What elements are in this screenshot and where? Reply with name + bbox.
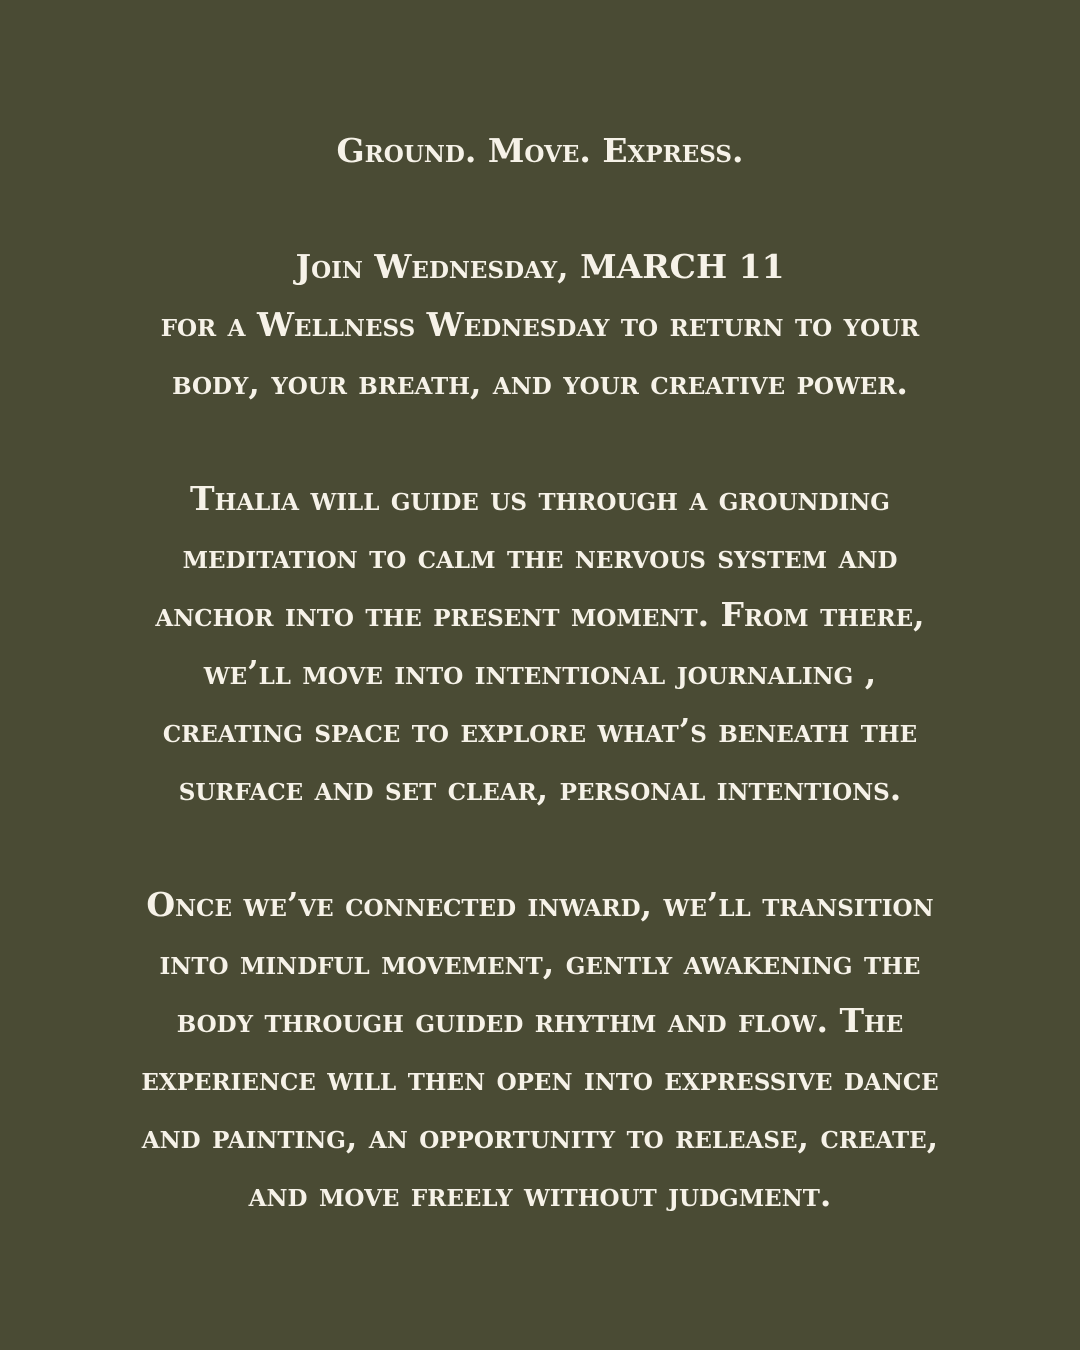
paragraph-line: Once we’ve connected inward, we’ll transition (146, 885, 934, 924)
paragraph-line: Thalia will guide us through a grounding (190, 479, 890, 518)
paragraph-line: meditation to calm the nervous system and (182, 537, 898, 576)
paragraph-line: and move freely without judgment. (248, 1175, 832, 1214)
intro-line: body, your breath, and your creative power. (172, 363, 908, 402)
paragraph-line: experience will then open into expressive dance (141, 1059, 939, 1098)
intro-line: for a Wellness Wednesday to return to your (160, 305, 920, 344)
paragraph-line: we’ll move into intentional journaling , (203, 653, 877, 692)
headline: Ground. Move. Express. (336, 131, 744, 170)
paragraph-line: anchor into the present moment. From there, (155, 595, 925, 634)
paragraph-line: surface and set clear, personal intentions. (178, 769, 902, 808)
paragraph-line: body through guided rhythm and flow. The (176, 1001, 904, 1040)
paragraph-line: into mindful movement, gently awakening the (159, 943, 921, 982)
paragraph-line: and painting, an opportunity to release, create, (141, 1117, 939, 1156)
intro-line-date: Join Wednesday, MARCH 11 (295, 247, 785, 286)
paragraph-line: creating space to explore what’s beneath the (162, 711, 918, 750)
